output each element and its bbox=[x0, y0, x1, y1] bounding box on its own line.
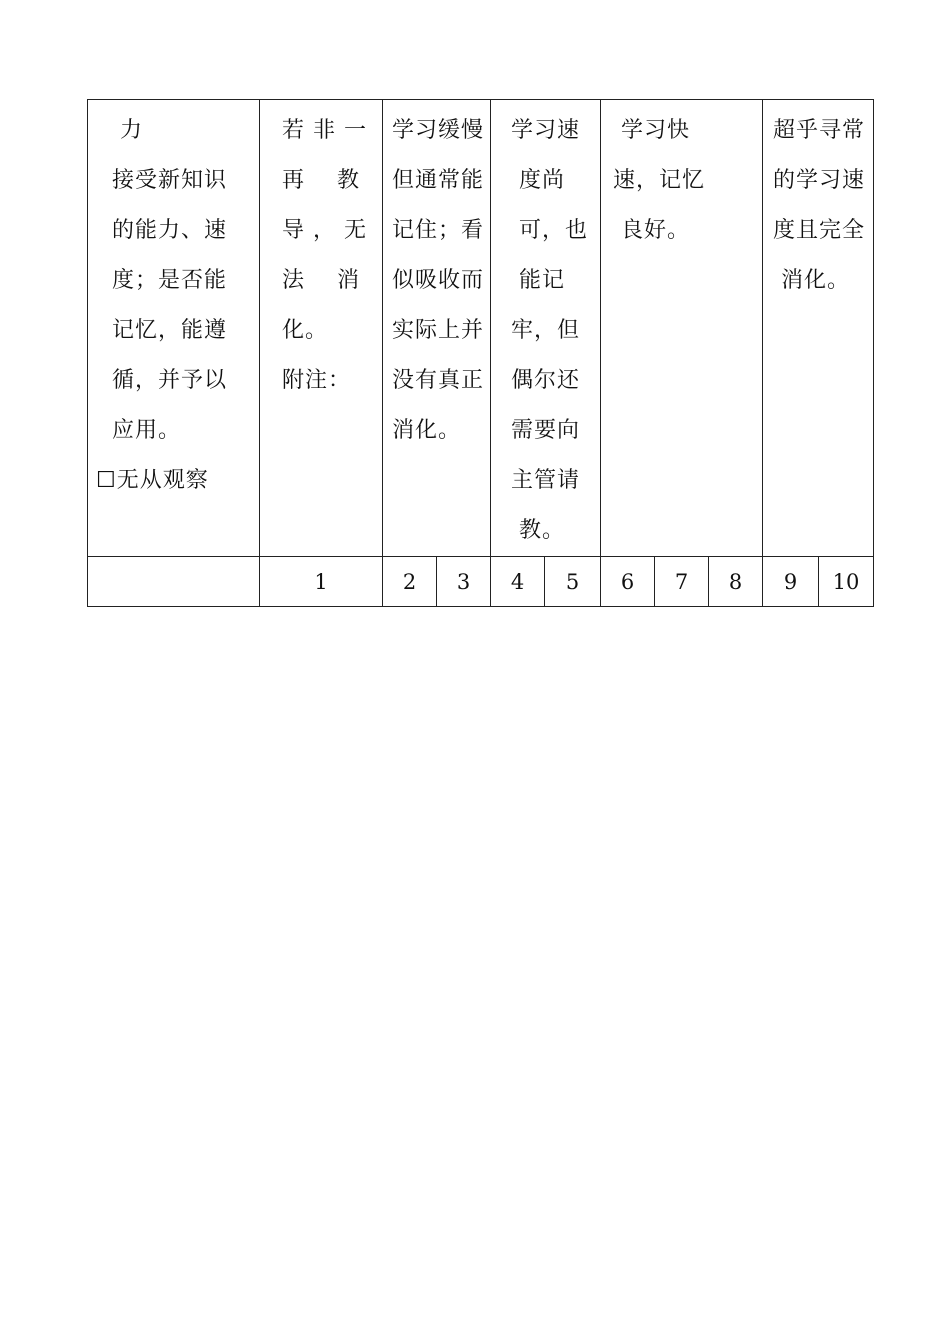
criterion-text: 力 接受新知识 的能力、速 度；是否能 记忆，能遵 循，并予以 应用。 ☐无从观察 bbox=[96, 118, 227, 493]
level-5-cell bbox=[763, 100, 874, 557]
score-cell: 1 bbox=[260, 557, 383, 607]
score-label-cell bbox=[88, 557, 260, 607]
level-1-cell bbox=[260, 100, 383, 557]
score-cell: 9 bbox=[763, 557, 819, 607]
description-row bbox=[88, 100, 874, 557]
level-3-text: 学习速 度尚 可，也 能记 牢，但 偶尔还 需要向 主管请 教。 bbox=[511, 118, 589, 543]
level-4-cell bbox=[601, 100, 763, 557]
score-cell: 2 bbox=[383, 557, 437, 607]
score-row bbox=[88, 557, 874, 607]
score-cell: 7 bbox=[655, 557, 709, 607]
level-5-text: 超乎寻常 的学习速 度且完全 消化。 bbox=[773, 118, 866, 293]
score-cell: 4 bbox=[491, 557, 545, 607]
level-2-cell bbox=[383, 100, 491, 557]
score-cell: 10 bbox=[819, 557, 874, 607]
level-1-text: 若 非 一 再 教 导 ， 无 法 消 化。 附注： bbox=[282, 118, 367, 393]
score-cell: 6 bbox=[601, 557, 655, 607]
level-3-cell bbox=[491, 100, 601, 557]
score-cell: 5 bbox=[545, 557, 601, 607]
level-2-text: 学习缓慢 但通常能 记住；看 似吸收而 实际上并 没有真正 消化。 bbox=[392, 118, 485, 443]
level-4-text: 学习快 速，记忆 良好。 bbox=[613, 118, 706, 243]
criterion-cell bbox=[88, 100, 260, 557]
score-cell: 8 bbox=[709, 557, 763, 607]
evaluation-table bbox=[87, 99, 874, 607]
score-cell: 3 bbox=[437, 557, 491, 607]
